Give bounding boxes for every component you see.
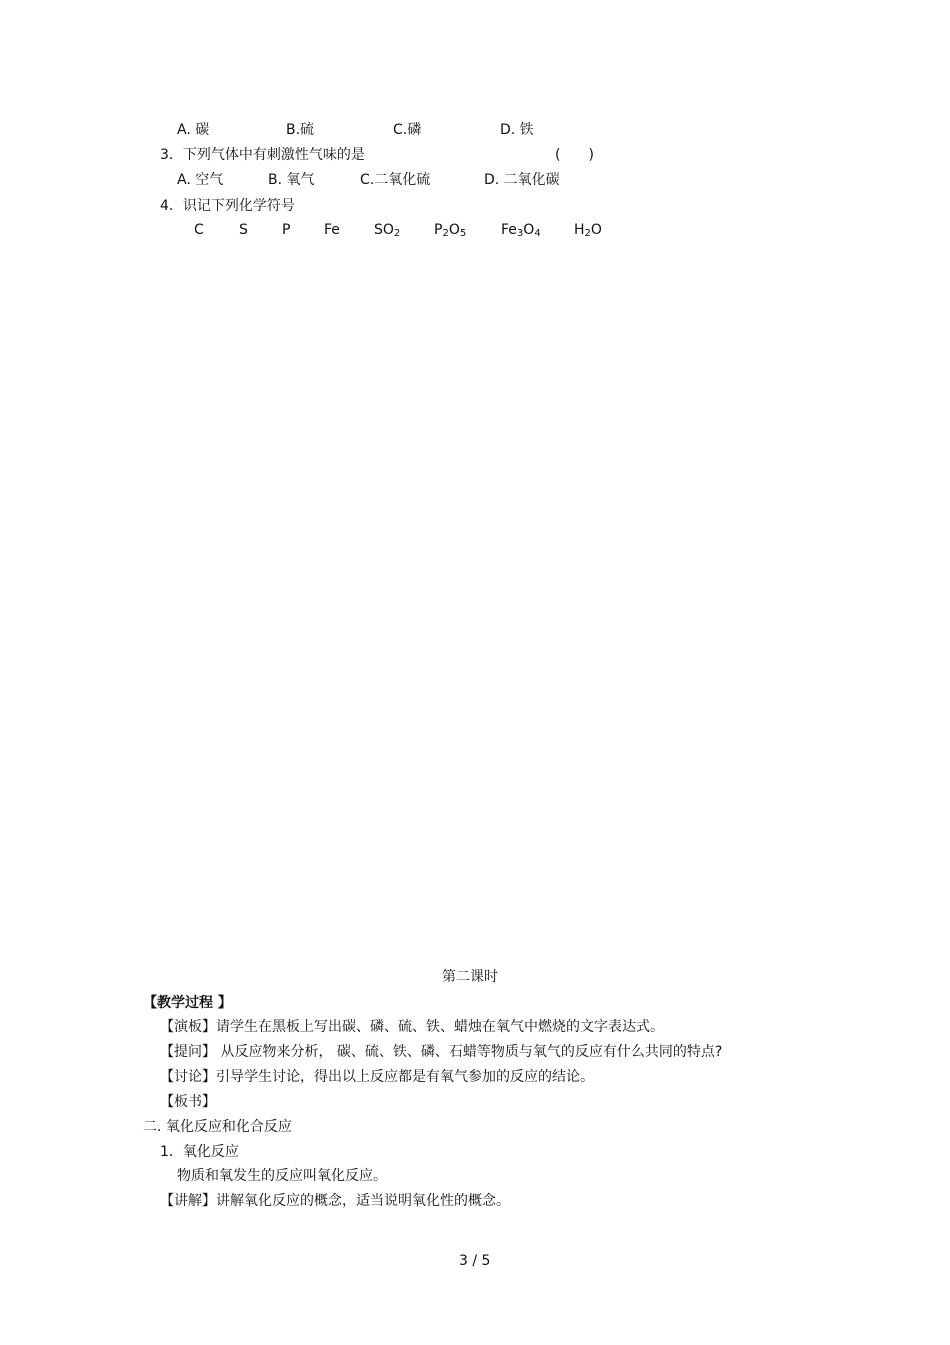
symbol-iron-oxide <box>501 220 541 240</box>
question-3-text: 下列气体中有刺激性气味的是 <box>182 147 365 163</box>
p2o5-subscript-1: 2 <box>442 228 449 239</box>
symbol-phosphorus-pentoxide <box>434 220 466 240</box>
p2o5-o: O <box>448 222 460 238</box>
page-number: 3 / 5 <box>459 1253 491 1269</box>
so2-base: SO <box>374 222 394 238</box>
so2-subscript: 2 <box>393 228 401 239</box>
step-taolun: 【讨论】引导学生讨论，得出以上反应都是有氧气参加的反应的结论。 <box>160 1069 594 1085</box>
step-jiangjie: 【讲解】讲解氧化反应的概念，适当说明氧化性的概念。 <box>160 1193 510 1209</box>
symbol-phosphorus: P <box>282 222 291 238</box>
h2o-subscript: 2 <box>584 228 591 239</box>
step-yanban: 【演板】请学生在黑板上写出碳、磷、硫、铁、蜡烛在氧气中燃烧的文字表达式。 <box>160 1019 664 1035</box>
q2-option-a: A. 碳 <box>177 122 210 138</box>
section-title: 第二课时 <box>442 969 498 985</box>
question-3-number: 3． <box>160 147 183 163</box>
p2o5-subscript-2: 5 <box>459 228 467 239</box>
question-3 <box>160 145 365 165</box>
q2-option-d: D. 铁 <box>500 122 534 138</box>
question-4-text: 识记下列化学符号 <box>182 198 295 214</box>
symbol-iron: Fe <box>324 222 340 238</box>
subheading-oxidation: 1．氧化反应 <box>160 1144 239 1160</box>
h2o-h: H <box>574 222 585 238</box>
q2-option-c: C.磷 <box>393 122 422 138</box>
fe3o4-fe: Fe <box>501 222 517 238</box>
fe3o4-o: O <box>523 222 535 238</box>
h2o-o: O <box>590 222 602 238</box>
symbol-water <box>574 220 602 240</box>
step-banshu: 【板书】 <box>160 1094 216 1110</box>
q3-option-a: A. 空气 <box>177 172 224 188</box>
heading-oxidation-combination: 二. 氧化反应和化合反应 <box>143 1119 292 1135</box>
question-4 <box>160 196 295 216</box>
question-3-answer-paren: ( ) <box>555 147 594 163</box>
fe3o4-subscript-2: 4 <box>534 228 541 239</box>
definition-oxidation: 物质和氧发生的反应叫氧化反应。 <box>177 1168 387 1184</box>
symbol-carbon: C <box>194 222 204 238</box>
fe3o4-subscript-1: 3 <box>516 228 524 239</box>
q3-option-b: B. 氧气 <box>268 172 315 188</box>
question-4-number: 4． <box>160 198 183 214</box>
step-tiwen: 【提问】 从反应物来分析， 碳、硫、铁、磷、石蜡等物质与氧气的反应有什么共同的特点? <box>160 1044 723 1060</box>
p2o5-p: P <box>434 222 443 238</box>
q2-option-b: B.硫 <box>286 122 315 138</box>
q3-option-d: D. 二氧化碳 <box>484 172 560 188</box>
q3-option-c: C.二氧化硫 <box>360 172 431 188</box>
symbol-sulfur-dioxide <box>374 220 400 240</box>
process-header: 【教学过程 】 <box>143 995 232 1011</box>
symbol-sulfur: S <box>239 222 248 238</box>
